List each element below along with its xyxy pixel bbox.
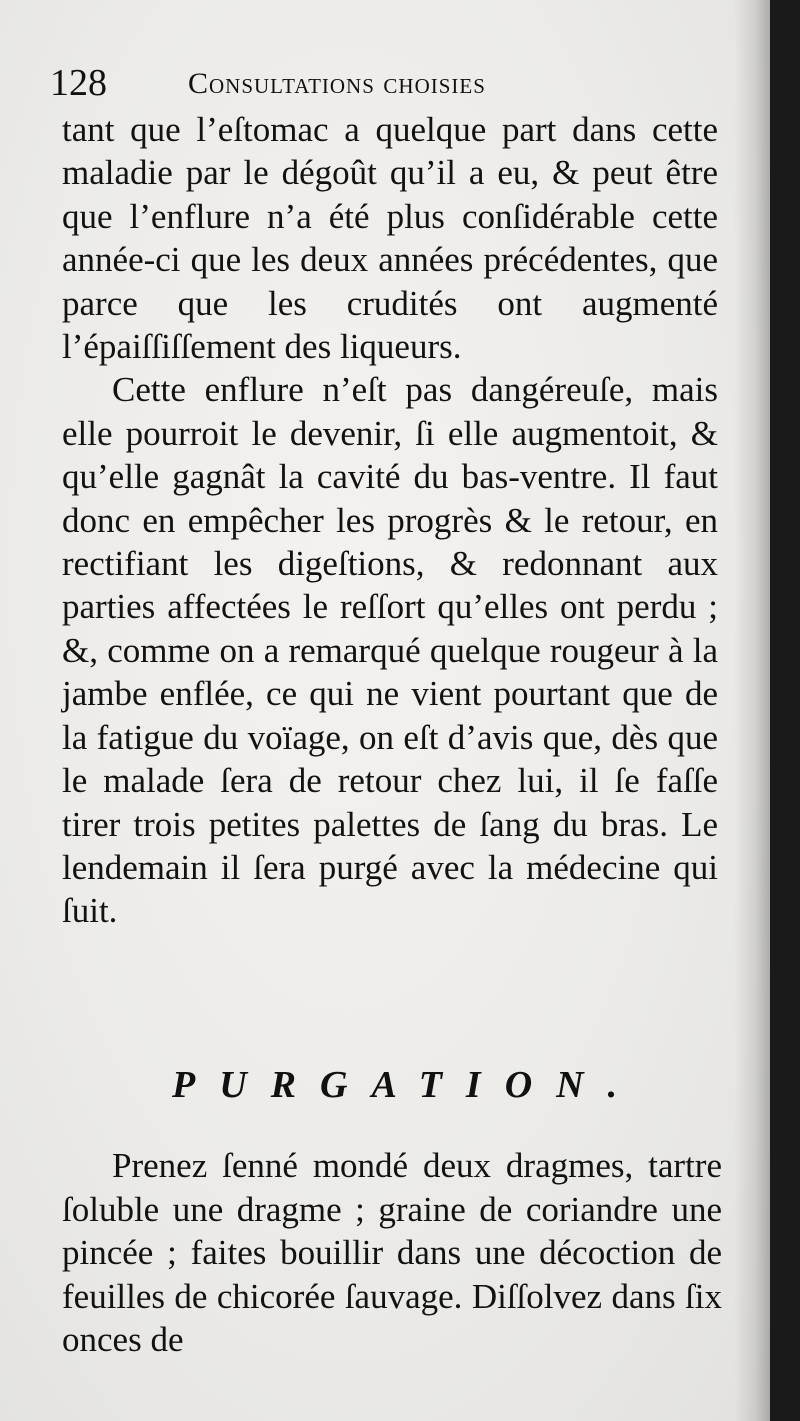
section-heading: PURGATION.: [172, 1064, 642, 1106]
page-edge-shadow: [734, 0, 770, 1421]
paragraph-continuation: tant que l’eſtomac a quelque part dans cette maladie par le dégoût qu’il a eu, & peut être que l’enflure n’a été plus conſidérable cette année-ci que les deux années précédentes, que parce que les crudités ont augmenté l’épaiſſiſſement des liqueurs.: [62, 110, 718, 367]
paragraph: Cette enflure n’eſt pas dangéreuſe, mais elle pourroit le devenir, ſi elle augmentoit, & qu’elle gagnât la cavité du bas-ventre. Il faut donc en empêcher les progrès & le retour, en rectifiant les digeſtions, & redonnant aux parties affectées le reſſort qu’elles ont perdu ; &, comme on a remarqué quelque rougeur à la jambe enflée, ce qui ne vient pourtant que de la fatigue du voïage, on eſt d’avis que, dès que le malade ſera de retour chez lui, il ſe faſſe tirer trois petites palettes de ſang du bras. Le lendemain il ſera purgé avec la médecine qui ſuit.: [62, 370, 718, 931]
body-text: [62, 108, 718, 933]
page-header: [50, 60, 730, 106]
running-head: Consultations choisies: [188, 67, 486, 100]
page-number: 128: [50, 62, 107, 104]
recipe-paragraph: Prenez ſenné mondé deux dragmes, tartre ſoluble une dragme ; graine de coriandre une pincée ; faites bouillir dans une décoction de feuilles de chicorée ſauvage. Diſſolvez dans ſix onces de: [62, 1146, 722, 1360]
